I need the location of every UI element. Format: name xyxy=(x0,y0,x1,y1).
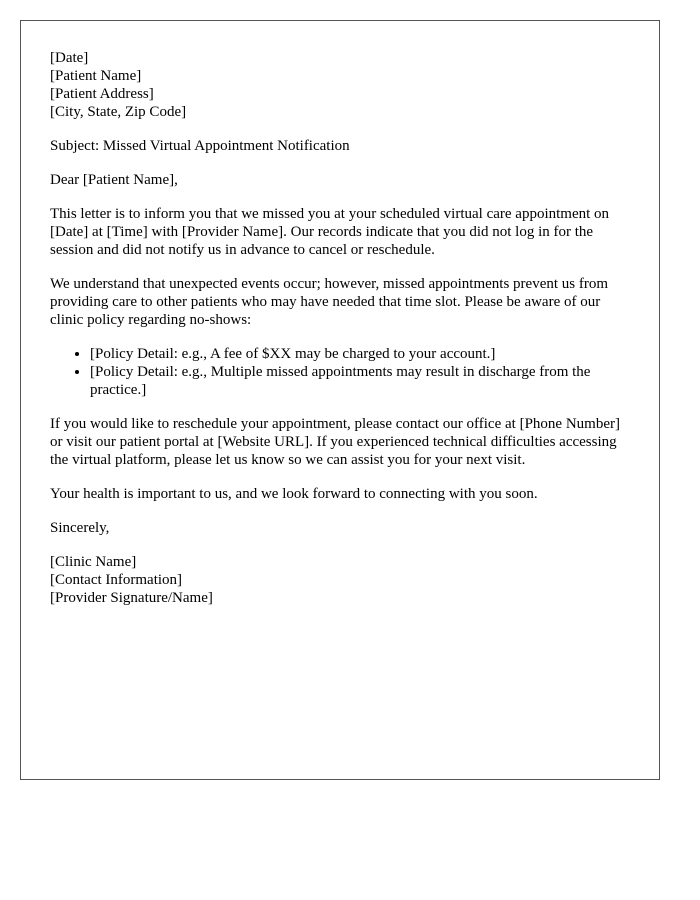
paragraph-closing-remark: Your health is important to us, and we look forward to connecting with you soon. xyxy=(50,486,538,502)
policy-item-discharge: • [Policy Detail: e.g., Multiple missed appointments may result in discharge from the practice.] xyxy=(90,363,630,399)
greeting: Dear [Patient Name], xyxy=(50,172,178,188)
policy-item-fee: • [Policy Detail: e.g., A fee of $XX may be charged to your account.] xyxy=(90,345,630,363)
paragraph-policy-intro: We understand that unexpected events occur; however, missed appointments prevent us from providing care to other patients who may have needed that time slot. Please be aware of our clinic policy regarding no-shows: xyxy=(50,276,609,328)
recipient-header xyxy=(50,49,630,121)
signature-block xyxy=(50,553,630,607)
signature-provider: [Provider Signature/Name] xyxy=(50,590,213,606)
header-patient-name: [Patient Name] xyxy=(50,68,142,84)
header-date: [Date] xyxy=(50,50,89,66)
closing: Sincerely, xyxy=(50,520,110,536)
header-city-state-zip: [City, State, Zip Code] xyxy=(50,104,187,120)
policy-list xyxy=(50,345,630,399)
signature-clinic-name: [Clinic Name] xyxy=(50,554,137,570)
paragraph-reschedule: If you would like to reschedule your appointment, please contact our office at [Phone Number] or visit our patient portal at [Website URL]. If you experienced technical difficulties accessing the virtual platform, please let us know so we can assist you for your next visit. xyxy=(50,416,620,468)
letter-page xyxy=(20,20,660,780)
signature-contact-info: [Contact Information] xyxy=(50,572,183,588)
subject-line: Subject: Missed Virtual Appointment Notification xyxy=(50,138,350,154)
paragraph-missed-appointment: This letter is to inform you that we missed you at your scheduled virtual care appointment on [Date] at [Time] with [Provider Name]. Our records indicate that you did not log in for the session and did not notify us in advance to cancel or reschedule. xyxy=(50,206,610,258)
header-patient-address: [Patient Address] xyxy=(50,86,154,102)
